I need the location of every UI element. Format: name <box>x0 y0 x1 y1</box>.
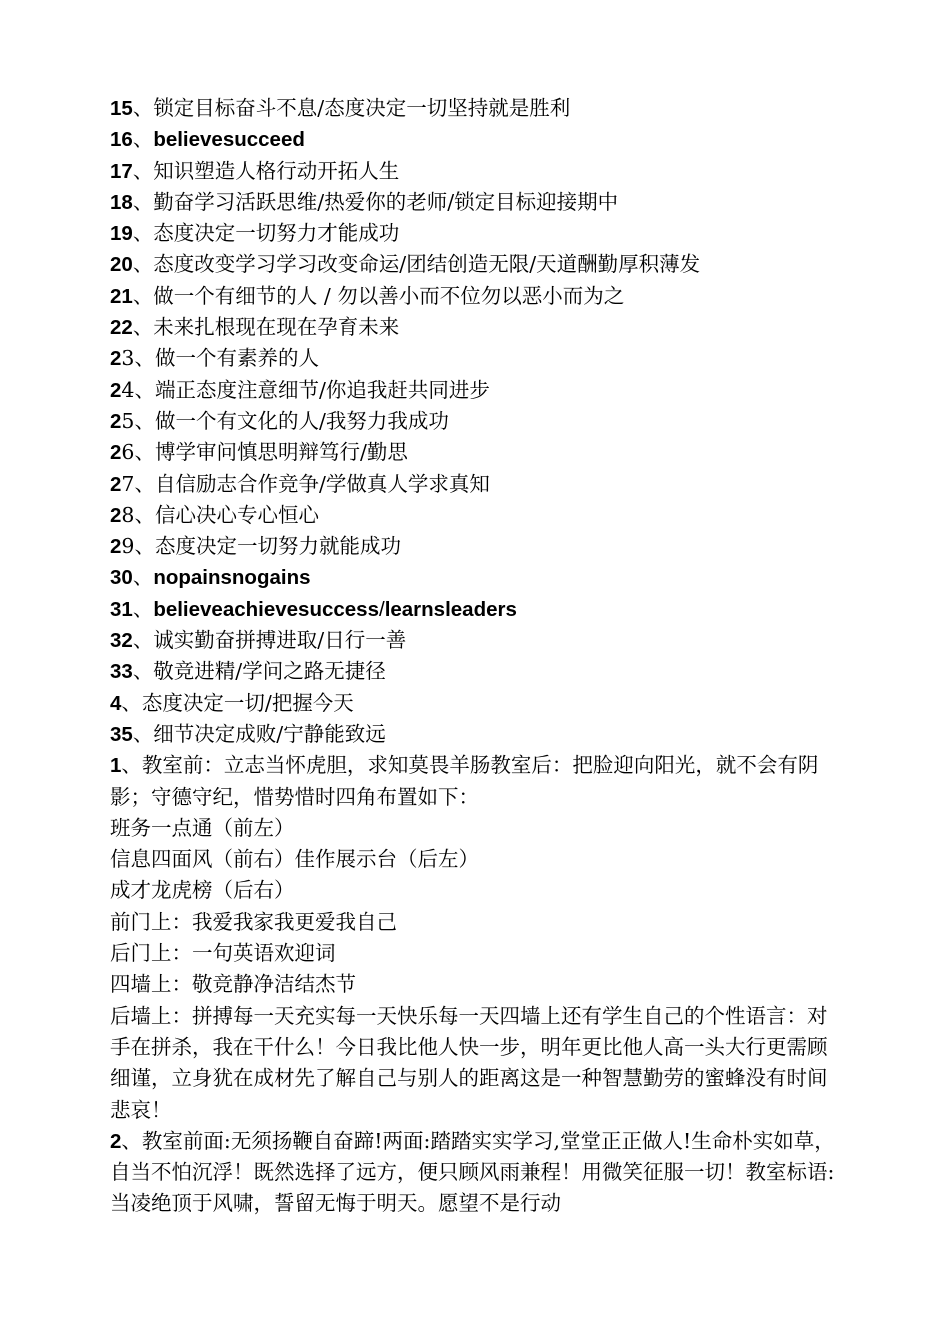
item-latin-text: believeachievesuccess <box>153 597 379 621</box>
item-number: 18 <box>110 190 133 214</box>
item-number-suffix: 4 <box>121 377 135 402</box>
item-text: 、博学审问慎思明辩笃行/勤思 <box>134 440 408 465</box>
item-latin-text-2: learnsleaders <box>384 597 517 621</box>
slogan-line <box>110 124 842 155</box>
layout-item: 信息四面风（前右）佳作展示台（后左） <box>110 847 479 872</box>
item-number: 2 <box>110 441 122 465</box>
item-text: 、知识塑造人格行动开拓人生 <box>132 158 400 183</box>
layout-item: 班务一点通（前左） <box>110 815 295 840</box>
item-number: 30 <box>110 566 133 590</box>
item-text: 、敬竞进精/学问之路无捷径 <box>132 659 386 684</box>
item-number-suffix: 6 <box>121 440 135 465</box>
item-number: 2 <box>110 472 122 496</box>
slogan-line <box>110 594 842 625</box>
slogan-line <box>110 218 842 249</box>
item-number-suffix: 9 <box>121 534 135 559</box>
item-text: 、勤奋学习活跃思维/热爱你的老师/锁定目标迎接期中 <box>132 189 619 214</box>
item-text: 、自信励志合作竞争/学做真人学求真知 <box>134 471 490 496</box>
item-number: 21 <box>110 284 133 308</box>
slogan-line <box>110 406 842 437</box>
item-text: 、锁定目标奋斗不息/态度决定一切坚持就是胜利 <box>132 96 571 120</box>
item-number: 2 <box>110 347 122 371</box>
item-text: 、端正态度注意细节/你追我赶共同进步 <box>134 377 490 402</box>
item-number-suffix: 3 <box>121 346 135 371</box>
section-text: 、教室前面:无须扬鞭自奋蹄!两面:踏踏实实学习,堂堂正正做人!生命朴实如草，自当不怕沉浮！既然选择了远方，便只顾风雨兼程！用微笑征服一切！教室标语:当凌绝顶于风啸，誓留无悔于明天。愿望不是行动 <box>110 1128 835 1216</box>
item-number-suffix: 7 <box>121 471 135 496</box>
item-number: 2 <box>110 409 122 433</box>
slogan-line <box>110 375 842 406</box>
item-text: 、诚实勤奋拼搏进取/日行一善 <box>132 628 407 653</box>
item-number: 17 <box>110 159 133 183</box>
layout-item: 成才龙虎榜（后右） <box>110 878 295 903</box>
item-text: 、态度决定一切努力才能成功 <box>132 221 400 246</box>
section-text: 、教室前：立志当怀虎胆，求知莫畏羊肠教室后：把脸迎向阳光，就不会有阴影；守德守纪，惜势惜时四角布置如下： <box>110 753 819 809</box>
item-text: 、做一个有素养的人 <box>134 346 319 371</box>
slogan-line <box>110 437 842 468</box>
slogan-line <box>110 625 842 656</box>
item-number: 4 <box>110 691 122 715</box>
item-number: 35 <box>110 722 133 746</box>
slogan-line <box>110 343 842 374</box>
item-text: 、信心决心专心恒心 <box>134 502 319 527</box>
slogan-line <box>110 469 842 500</box>
slogan-line <box>110 719 842 750</box>
item-text: 、做一个有细节的人 / 勿以善小而不位勿以恶小而为之 <box>132 283 625 308</box>
item-text: 、未来扎根现在现在孕育未来 <box>132 315 400 340</box>
item-number: 32 <box>110 629 133 653</box>
item-separator: / <box>378 597 385 621</box>
item-text: 、 <box>132 127 154 152</box>
item-number: 19 <box>110 222 133 246</box>
slogan-line <box>110 531 842 562</box>
item-number-suffix: 5 <box>121 408 135 433</box>
layout-item: 后门上：一句英语欢迎词 <box>110 941 336 966</box>
item-text: 、态度决定一切/把握今天 <box>121 690 354 715</box>
slogan-line <box>110 500 842 531</box>
layout-item: 四墙上：敬竞静净洁结杰节 <box>110 972 356 997</box>
item-latin-text: believesucceed <box>153 128 305 152</box>
document-page <box>110 93 842 1220</box>
item-number: 16 <box>110 128 133 152</box>
slogan-line <box>110 656 842 687</box>
item-text: 、态度决定一切努力就能成功 <box>134 534 401 559</box>
layout-item: 前门上：我爱我家我更爱我自己 <box>110 909 397 934</box>
section-number: 1 <box>110 754 122 778</box>
section-1-intro <box>110 750 842 813</box>
item-text: 、 <box>132 565 154 590</box>
slogan-line <box>110 156 842 187</box>
slogan-line <box>110 249 842 280</box>
item-number: 20 <box>110 253 133 277</box>
slogan-line <box>110 562 842 593</box>
item-latin-text: nopainsnogains <box>153 566 311 590</box>
section-number: 2 <box>110 1129 122 1153</box>
item-text: 、做一个有文化的人/我努力我成功 <box>134 408 449 433</box>
item-number: 22 <box>110 316 133 340</box>
item-number: 33 <box>110 660 133 684</box>
item-text: 、态度改变学习学习改变命运/团结创造无限/天道酬勤厚积薄发 <box>132 252 701 277</box>
item-text: 、细节决定成败/宁静能致远 <box>132 721 386 746</box>
slogan-line <box>110 93 842 124</box>
item-number: 2 <box>110 503 122 527</box>
item-number: 2 <box>110 378 122 402</box>
slogan-line <box>110 187 842 218</box>
back-wall-paragraph: 后墙上：拼搏每一天充实每一天快乐每一天四墙上还有学生自己的个性语言：对手在拼杀，我在干什么！今日我比他人快一步，明年更比他人高一头大行更需顾细谨，立身犹在成材先了解自己与别人的距离这是一种智慧勤劳的蜜蜂没有时间悲哀！ <box>110 1003 828 1122</box>
item-number: 15 <box>110 97 133 120</box>
item-number-suffix: 8 <box>121 502 135 527</box>
item-number: 31 <box>110 597 133 621</box>
item-number: 2 <box>110 535 122 559</box>
section-2 <box>110 1126 842 1220</box>
slogan-line <box>110 281 842 312</box>
item-text: 、 <box>132 596 154 621</box>
slogan-line <box>110 688 842 719</box>
slogan-line <box>110 312 842 343</box>
